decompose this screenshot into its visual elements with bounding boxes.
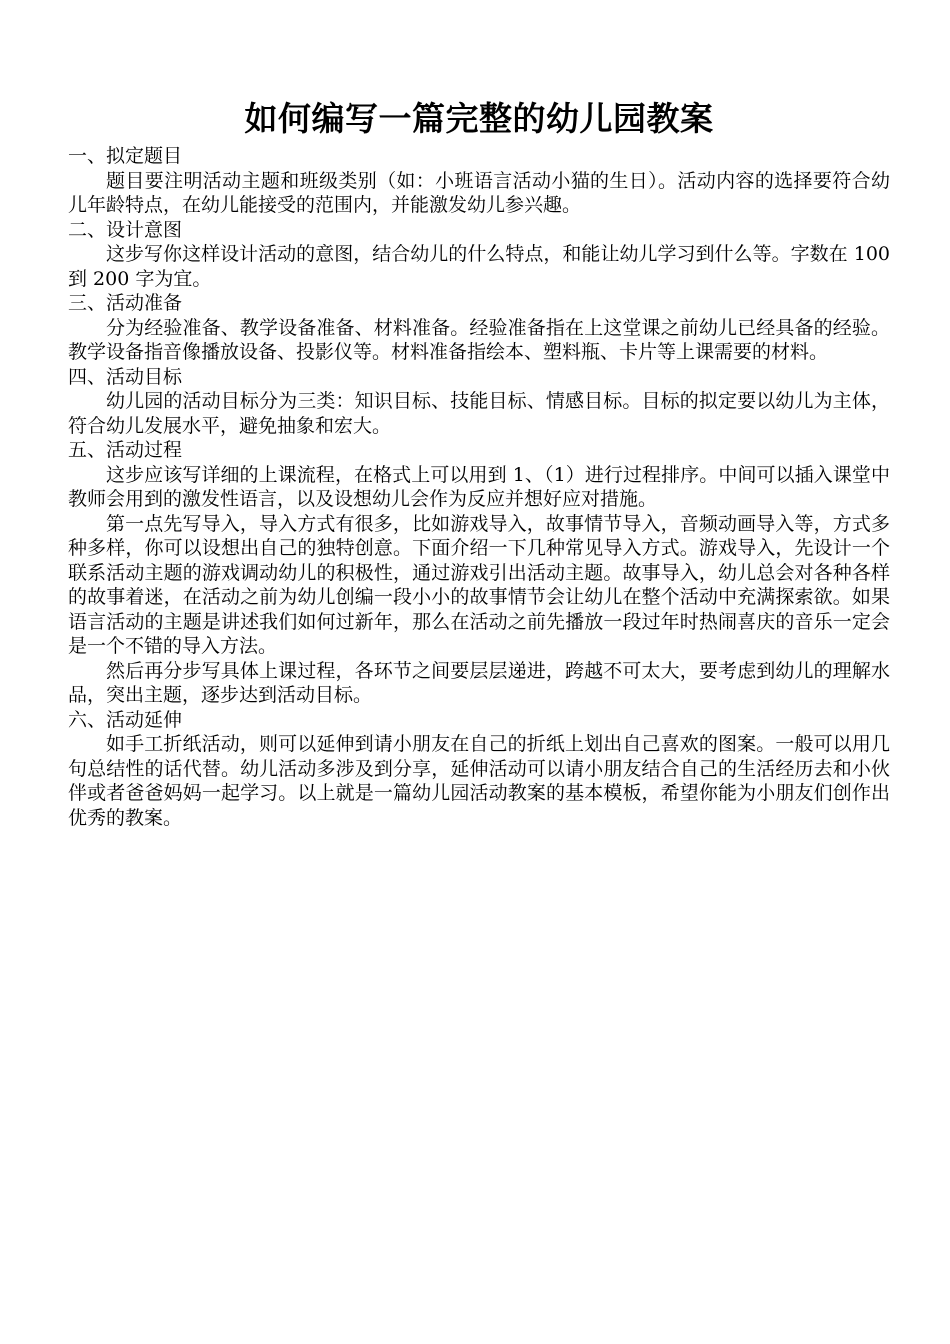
section-heading: 五、活动过程 [68,439,183,461]
section-paragraph: 然后再分步写具体上课过程，各环节之间要层层递进，跨越不可太大，要考虑到幼儿的理解水品，突出主题，逐步达到活动目标。 [68,659,890,706]
section-heading: 二、设计意图 [68,218,183,241]
section-3 [68,291,890,365]
section-6 [68,708,890,831]
section-paragraph: 第一点先写导入，导入方式有很多，比如游戏导入，故事情节导入，音频动画导入等，方式多种多样，你可以设想出自己的独特创意。下面介绍一下几种常见导入方式。游戏导入，先设计一个联系活动主题的游戏调动幼儿的积极性，通过游戏引出活动主题。故事导入，幼儿总会对各种各样的故事着迷，在活动之前为幼儿创编一段小小的故事情节会让幼儿在整个活动中充满探索欲。如果语言活动的主题是讲述我们如何过新年，那么在活动之前先播放一段过年时热闹喜庆的音乐一定会是一个不错的导入方法。 [68,512,890,657]
section-1 [68,144,890,218]
document-page [68,96,890,830]
section-paragraph: 如手工折纸活动，则可以延伸到请小朋友在自己的折纸上划出自己喜欢的图案。一般可以用几句总结性的话代替。幼儿活动多涉及到分享，延伸活动可以请小朋友结合自己的生活经历去和小伙伴或者爸爸妈妈一起学习。以上就是一篇幼儿园活动教案的基本模板，希望你能为小朋友们创作出优秀的教案。 [68,733,890,829]
section-paragraph: 这步写你这样设计活动的意图，结合幼儿的什么特点，和能让幼儿学习到什么等。字数在 100 到 200 字为宜。 [68,243,890,290]
section-5 [68,438,890,708]
section-paragraph: 幼儿园的活动目标分为三类：知识目标、技能目标、情感目标。目标的拟定要以幼儿为主体，符合幼儿发展水平，避免抽象和宏大。 [68,390,890,437]
section-paragraph: 这步应该写详细的上课流程，在格式上可以用到 1、（1）进行过程排序。中间可以插入课堂中教师会用到的激发性语言，以及设想幼儿会作为反应并想好应对措施。 [68,463,890,510]
section-heading: 六、活动延伸 [68,708,183,731]
section-2 [68,218,890,292]
section-heading: 三、活动准备 [68,292,183,314]
section-heading: 一、拟定题目 [68,145,183,167]
section-heading: 四、活动目标 [68,365,183,388]
section-4 [68,365,890,439]
document-title: 如何编写一篇完整的幼儿园教案 [244,99,714,138]
section-paragraph: 题目要注明活动主题和班级类别（如：小班语言活动小猫的生日）。活动内容的选择要符合幼儿年龄特点，在幼儿能接受的范围内，并能激发幼儿参兴趣。 [68,169,890,216]
section-paragraph: 分为经验准备、教学设备准备、材料准备。经验准备指在上这堂课之前幼儿已经具备的经验。教学设备指音像播放设备、投影仪等。材料准备指绘本、塑料瓶、卡片等上课需要的材料。 [68,316,890,363]
